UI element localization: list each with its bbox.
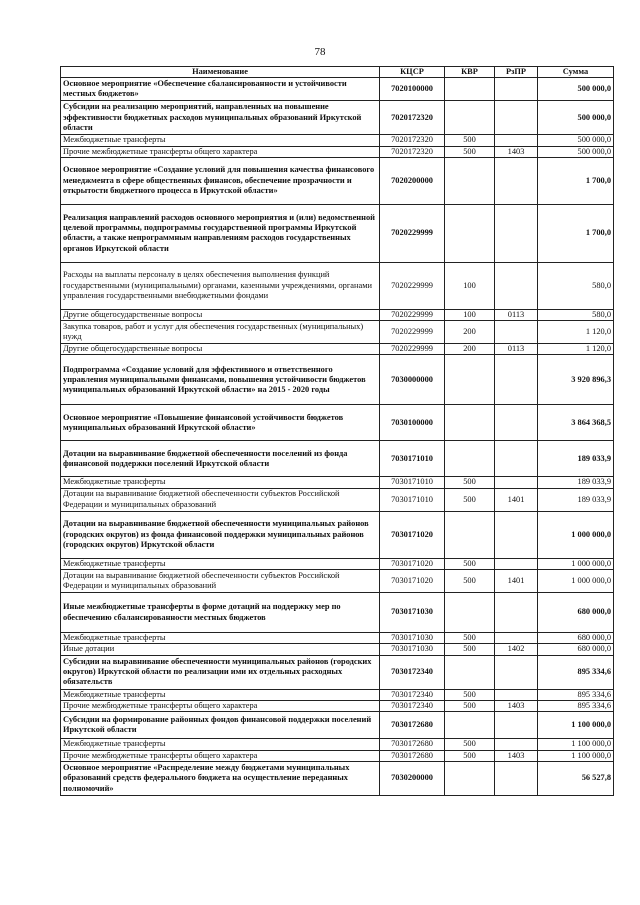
row-kvr-cell: 500 (445, 700, 495, 711)
row-rzpr-cell (495, 689, 538, 700)
table-row (61, 511, 614, 558)
row-kcsr-cell: 7030172680 (380, 712, 445, 739)
row-kvr-cell (445, 405, 495, 441)
row-kcsr-cell: 7030000000 (380, 355, 445, 405)
header-name: Наименование (61, 67, 380, 78)
row-name-cell: Прочие межбюджетные трансферты общего характера (61, 700, 380, 711)
row-kvr-cell: 500 (445, 558, 495, 569)
row-name-cell: Основное мероприятие «Повышение финансовой устойчивости бюджетов муниципальных образований Иркутской области» (61, 405, 380, 441)
row-name-cell: Дотации на выравнивание бюджетной обеспеченности муниципальных районов (городских округов) из фонда финансовой поддержки муниципальных районов (городских округов) Иркутской области (61, 511, 380, 558)
row-sum-cell: 189 033,9 (538, 488, 614, 511)
row-sum-cell: 580,0 (538, 262, 614, 309)
row-kcsr-cell: 7030171030 (380, 644, 445, 655)
row-rzpr-cell (495, 204, 538, 262)
row-sum-cell: 500 000,0 (538, 101, 614, 135)
row-rzpr-cell (495, 655, 538, 689)
row-name-cell: Закупка товаров, работ и услуг для обеспечения государственных (муниципальных) нужд (61, 321, 380, 344)
row-kvr-cell (445, 101, 495, 135)
row-rzpr-cell (495, 739, 538, 750)
row-kvr-cell: 100 (445, 262, 495, 309)
row-kcsr-cell: 7020229999 (380, 204, 445, 262)
table-body (61, 78, 614, 796)
row-sum-cell: 895 334,6 (538, 700, 614, 711)
row-rzpr-cell (495, 321, 538, 344)
row-kcsr-cell: 7030171020 (380, 511, 445, 558)
row-rzpr-cell: 0113 (495, 309, 538, 320)
table-row (61, 135, 614, 146)
row-name-cell: Реализация направлений расходов основного мероприятия и (или) ведомственной целевой программы, подпрограммы государственной программы Иркутской области, а также непрограммным направлениям расходов государственных органов Иркутской области (61, 204, 380, 262)
row-name-cell: Дотации на выравнивание бюджетной обеспеченности поселений из фонда финансовой поддержки поселений Иркутской области (61, 441, 380, 477)
row-rzpr-cell: 1403 (495, 146, 538, 157)
row-kcsr-cell: 7030172680 (380, 750, 445, 761)
row-kvr-cell: 500 (445, 135, 495, 146)
row-name-cell: Другие общегосударственные вопросы (61, 309, 380, 320)
table-row (61, 558, 614, 569)
row-sum-cell: 1 700,0 (538, 204, 614, 262)
row-name-cell: Межбюджетные трансферты (61, 739, 380, 750)
row-name-cell: Межбюджетные трансферты (61, 135, 380, 146)
row-kvr-cell (445, 655, 495, 689)
row-rzpr-cell: 1403 (495, 700, 538, 711)
row-sum-cell: 500 000,0 (538, 146, 614, 157)
row-kcsr-cell: 7030171010 (380, 477, 445, 488)
row-name-cell: Основное мероприятие «Создание условий для повышения качества финансового менеджмента в сфере общественных финансов, обеспечение прозрачности и открытости бюджетного процесса в Иркутской области» (61, 157, 380, 204)
table-row (61, 761, 614, 795)
row-rzpr-cell (495, 712, 538, 739)
row-kcsr-cell: 7030171030 (380, 633, 445, 644)
row-rzpr-cell (495, 761, 538, 795)
row-sum-cell: 189 033,9 (538, 441, 614, 477)
row-kcsr-cell: 7020229999 (380, 344, 445, 355)
row-kvr-cell: 200 (445, 321, 495, 344)
row-kvr-cell (445, 157, 495, 204)
row-rzpr-cell (495, 135, 538, 146)
table-row (61, 146, 614, 157)
header-sum: Сумма (538, 67, 614, 78)
table-row (61, 750, 614, 761)
row-kvr-cell: 200 (445, 344, 495, 355)
row-rzpr-cell (495, 101, 538, 135)
row-name-cell: Дотации на выравнивание бюджетной обеспеченности субъектов Российской Федерации и муниципальных образований (61, 488, 380, 511)
row-sum-cell: 3 920 896,3 (538, 355, 614, 405)
row-kcsr-cell: 7030171020 (380, 570, 445, 593)
page-number: 78 (314, 46, 326, 58)
table-row (61, 78, 614, 101)
row-name-cell: Расходы на выплаты персоналу в целях обеспечения выполнения функций государственными (муниципальными) органами, казенными учреждениями, органами управления государственными внебюджетными фондами (61, 262, 380, 309)
row-sum-cell: 1 100 000,0 (538, 712, 614, 739)
row-name-cell: Дотации на выравнивание бюджетной обеспеченности субъектов Российской Федерации и муниципальных образований (61, 570, 380, 593)
row-kvr-cell: 500 (445, 570, 495, 593)
row-kcsr-cell: 7030171010 (380, 488, 445, 511)
row-kcsr-cell: 7030171030 (380, 593, 445, 633)
row-sum-cell: 580,0 (538, 309, 614, 320)
row-sum-cell: 1 120,0 (538, 344, 614, 355)
row-kcsr-cell: 7030200000 (380, 761, 445, 795)
row-kvr-cell (445, 761, 495, 795)
table-row (61, 405, 614, 441)
row-rzpr-cell (495, 355, 538, 405)
row-sum-cell: 1 000 000,0 (538, 570, 614, 593)
table-row (61, 570, 614, 593)
row-rzpr-cell (495, 558, 538, 569)
table-row (61, 101, 614, 135)
row-name-cell: Межбюджетные трансферты (61, 558, 380, 569)
row-kcsr-cell: 7030100000 (380, 405, 445, 441)
row-kvr-cell (445, 593, 495, 633)
row-kcsr-cell: 7030172680 (380, 739, 445, 750)
row-sum-cell: 3 864 368,5 (538, 405, 614, 441)
row-sum-cell: 1 100 000,0 (538, 750, 614, 761)
row-sum-cell: 680 000,0 (538, 593, 614, 633)
table-row (61, 321, 614, 344)
row-kcsr-cell: 7020172320 (380, 135, 445, 146)
row-sum-cell: 189 033,9 (538, 477, 614, 488)
row-rzpr-cell (495, 441, 538, 477)
row-rzpr-cell (495, 633, 538, 644)
row-rzpr-cell: 1402 (495, 644, 538, 655)
row-kcsr-cell: 7020200000 (380, 157, 445, 204)
row-kcsr-cell: 7030171010 (380, 441, 445, 477)
row-sum-cell: 1 000 000,0 (538, 558, 614, 569)
table-row (61, 477, 614, 488)
row-sum-cell: 1 100 000,0 (538, 739, 614, 750)
header-rzpr: РзПР (495, 67, 538, 78)
table-row (61, 689, 614, 700)
row-sum-cell: 56 527,8 (538, 761, 614, 795)
row-kvr-cell: 500 (445, 477, 495, 488)
row-name-cell: Субсидии на формирование районных фондов финансовой поддержки поселений Иркутской области (61, 712, 380, 739)
row-sum-cell: 895 334,6 (538, 689, 614, 700)
row-name-cell: Субсидии на реализацию мероприятий, направленных на повышение эффективности бюджетных расходов муниципальных образований Иркутской области (61, 101, 380, 135)
row-kvr-cell: 500 (445, 689, 495, 700)
table-row (61, 157, 614, 204)
row-sum-cell: 500 000,0 (538, 135, 614, 146)
table-row (61, 712, 614, 739)
table-row (61, 700, 614, 711)
row-rzpr-cell (495, 477, 538, 488)
row-rzpr-cell (495, 511, 538, 558)
row-name-cell: Подпрограмма «Создание условий для эффективного и ответственного управления муниципальными финансами, повышения устойчивости бюджетов муниципальных образований Иркутской области» на 2015 - 2020 годы (61, 355, 380, 405)
row-kcsr-cell: 7020229999 (380, 262, 445, 309)
table-row (61, 593, 614, 633)
row-kcsr-cell: 7020100000 (380, 78, 445, 101)
row-rzpr-cell (495, 262, 538, 309)
row-rzpr-cell (495, 405, 538, 441)
row-sum-cell: 895 334,6 (538, 655, 614, 689)
row-kcsr-cell: 7030172340 (380, 689, 445, 700)
row-name-cell: Другие общегосударственные вопросы (61, 344, 380, 355)
table-row (61, 488, 614, 511)
row-kcsr-cell: 7020172320 (380, 101, 445, 135)
row-kcsr-cell: 7030172340 (380, 700, 445, 711)
row-kcsr-cell: 7030171020 (380, 558, 445, 569)
row-name-cell: Основное мероприятие «Обеспечение сбалансированности и устойчивости местных бюджетов» (61, 78, 380, 101)
row-name-cell: Прочие межбюджетные трансферты общего характера (61, 750, 380, 761)
row-kvr-cell: 500 (445, 146, 495, 157)
row-name-cell: Межбюджетные трансферты (61, 689, 380, 700)
row-kcsr-cell: 7020172320 (380, 146, 445, 157)
table-header-row (61, 67, 614, 78)
row-kvr-cell (445, 712, 495, 739)
row-kvr-cell (445, 355, 495, 405)
table-row (61, 644, 614, 655)
row-name-cell: Межбюджетные трансферты (61, 633, 380, 644)
header-kcsr: КЦСР (380, 67, 445, 78)
row-rzpr-cell (495, 78, 538, 101)
row-kvr-cell (445, 204, 495, 262)
table-row (61, 633, 614, 644)
row-kvr-cell: 500 (445, 644, 495, 655)
row-sum-cell: 680 000,0 (538, 633, 614, 644)
row-kvr-cell: 500 (445, 739, 495, 750)
table-row (61, 204, 614, 262)
row-kvr-cell: 500 (445, 750, 495, 761)
row-sum-cell: 500 000,0 (538, 78, 614, 101)
header-kvr: КВР (445, 67, 495, 78)
row-kvr-cell: 500 (445, 633, 495, 644)
row-rzpr-cell (495, 593, 538, 633)
row-name-cell: Субсидии на выравнивание обеспеченности муниципальных районов (городских округов) Иркутской области по реализации ими их отдельных расходных обязательств (61, 655, 380, 689)
table-row (61, 655, 614, 689)
row-name-cell: Иные дотации (61, 644, 380, 655)
row-rzpr-cell: 1401 (495, 570, 538, 593)
budget-table (60, 66, 614, 796)
row-kvr-cell: 500 (445, 488, 495, 511)
row-kvr-cell: 100 (445, 309, 495, 320)
row-sum-cell: 1 120,0 (538, 321, 614, 344)
table-row (61, 441, 614, 477)
table-row (61, 739, 614, 750)
row-name-cell: Прочие межбюджетные трансферты общего характера (61, 146, 380, 157)
row-rzpr-cell: 1403 (495, 750, 538, 761)
row-name-cell: Иные межбюджетные трансферты в форме дотаций на поддержку мер по обеспечению сбалансированности местных бюджетов (61, 593, 380, 633)
table-row (61, 355, 614, 405)
row-kcsr-cell: 7020229999 (380, 309, 445, 320)
row-kcsr-cell: 7020229999 (380, 321, 445, 344)
row-rzpr-cell: 0113 (495, 344, 538, 355)
row-rzpr-cell (495, 157, 538, 204)
row-name-cell: Межбюджетные трансферты (61, 477, 380, 488)
row-rzpr-cell: 1401 (495, 488, 538, 511)
table-row (61, 262, 614, 309)
row-kvr-cell (445, 78, 495, 101)
row-sum-cell: 680 000,0 (538, 644, 614, 655)
row-name-cell: Основное мероприятие «Распределение между бюджетами муниципальных образований средств федерального бюджета на осуществление переданных полномочий» (61, 761, 380, 795)
row-kcsr-cell: 7030172340 (380, 655, 445, 689)
row-sum-cell: 1 000 000,0 (538, 511, 614, 558)
row-sum-cell: 1 700,0 (538, 157, 614, 204)
row-kvr-cell (445, 441, 495, 477)
table-row (61, 309, 614, 320)
table-row (61, 344, 614, 355)
row-kvr-cell (445, 511, 495, 558)
